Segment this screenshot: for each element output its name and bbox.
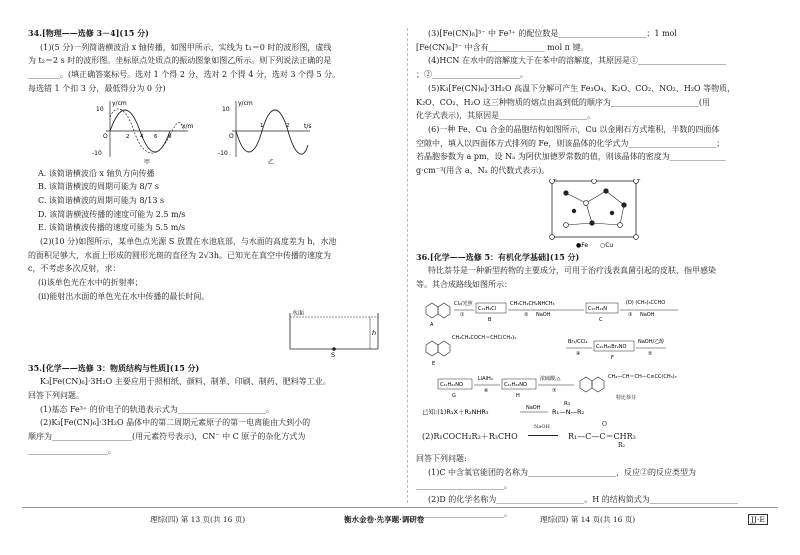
footer-badge: JJ·E — [748, 514, 768, 525]
fig1-caption: 甲 — [144, 158, 151, 165]
scheme-c: C₁₅H₁₉N — [588, 305, 608, 312]
page-footer — [0, 511, 800, 529]
known2-post: R₁—C—C＝CHR₃ — [568, 431, 636, 441]
scheme-d-naoh: NaOH — [640, 311, 655, 318]
q34-p2c: c，不考虑多次反射，求： — [28, 264, 121, 274]
q35-p6c: 若晶胞参数为 a pm，设 Nₐ 为阿伏加德罗常数的值，则该晶体的密度为______________ — [416, 152, 726, 162]
known2-top: O — [602, 420, 607, 428]
q34-p1d: 每选错 1 个扣 3 分，最低得分为 0 分) — [28, 83, 166, 93]
known1-cond: NaOH — [526, 404, 541, 411]
wave-figure-jia — [88, 97, 198, 165]
left-column — [28, 28, 398, 458]
known2-sub: R₂ — [618, 441, 625, 449]
scheme-n2: ② — [524, 311, 529, 318]
q35-p4b: ；②______________________。 — [416, 70, 528, 80]
q34-p2b: 的面积足够大，水面上形成的圆形光斑的直径为 2√3h。已知光在真空中传播的速度为 — [28, 250, 331, 260]
pool-s-label: S — [331, 350, 336, 357]
scheme-h-label: H — [516, 392, 520, 399]
scheme-f: C₂₁H₂₅Br₂NO — [596, 343, 627, 350]
scheme-c-label: C — [599, 316, 603, 323]
q34-p1c: ________。(填正确答案标号。选对 1 个得 2 分，选对 2 个得 4 分，选对 3 个得 5 分。 — [28, 70, 341, 80]
q34-title: 34.[物理——选修 3－4](15 分) — [28, 28, 149, 38]
naphthalene-product — [580, 377, 604, 392]
scheme-n6: ⑥ — [484, 387, 489, 394]
known2-pre: (2)R₁COCH₂R₂＋R₃CHO — [422, 431, 518, 441]
known1-sub: R₃ — [564, 400, 571, 407]
fig2-tick-2: 2 — [286, 122, 290, 129]
scheme-naoh-eth: NaOH/乙醇 — [638, 338, 665, 345]
q36-q2b: ______________________。 — [416, 508, 512, 518]
naphthalene-a — [426, 303, 450, 318]
scheme-cl: Cl₂/光照 — [454, 300, 473, 307]
known2-block — [422, 421, 784, 451]
scheme-d: (D) (CH₃)₃CCHO — [626, 299, 666, 306]
q35-p5c: 化学式表示)，其原因是______________________。 — [416, 111, 596, 121]
q34-option-d: D. 该简谐横波传播的速度可能为 2.5 m/s — [38, 209, 186, 219]
scheme-a-label: A — [430, 321, 434, 328]
fig2-ylabel: y/cm — [238, 99, 253, 107]
pool-h-label: h — [372, 328, 377, 337]
fig1-ylabel: y/cm — [112, 99, 127, 107]
crystal-cell-figure — [416, 179, 784, 249]
scheme-h: C₂₁H₂₃NO — [504, 381, 527, 388]
known1-pre: 已知:(1)R₁X＋R₂NHR₃ — [422, 407, 489, 416]
naphthalene-e — [426, 341, 450, 356]
q36-intro: 回答下列问题: — [416, 453, 467, 463]
q35-p5a: (5)K₃[Fe(CN)₆]·3H₂O 高温下分解可产生 Fe₃O₄、K₂O、CO₂、NO₂、H₂O 等物质， — [428, 83, 736, 93]
fig1-tick-6: 6 — [154, 133, 158, 140]
scheme-product: CH₂—CH＝CH—C≡CC(CH₃)₃ — [608, 373, 677, 380]
q34-p1a: (1)(5 分)一列简谐横波沿 x 轴传播，如图甲所示，实线为 t₁＝0 时的波形图，虚线 — [40, 42, 332, 52]
footer-center: 衡水金卷·先享题·调研卷 — [344, 515, 425, 524]
known1-post: R₁—N—R₂ — [552, 407, 585, 416]
fig2-tick-o: O — [229, 132, 234, 140]
q36-p0b: 等。其合成路线如图所示： — [416, 280, 512, 290]
scheme-e-chain: CH₂CH₂COCH＝CHC(CH₃)₃ — [452, 334, 517, 341]
scheme-n3: ③ — [628, 311, 633, 318]
q35-p3b: 顺序为____________________(用元素符号表示)，CN⁻ 中 C 原子的杂化方式为 — [28, 432, 306, 442]
q34-p2a: (2)(10 分)如图所示，某单色点光源 S 放置在水池底部，与水面的高度差为 h，水池 — [40, 237, 337, 247]
fig2-xlabel: t/s — [304, 122, 312, 130]
q35-title: 35.[化学——选修 3：物质结构与性质](15 分) — [28, 362, 200, 373]
fig2-caption: 乙 — [268, 158, 275, 165]
scheme-n7: ⑦ — [552, 387, 557, 394]
q35-p3b-right: [Fe(CN)₆]³⁻ 中含有______________ mol π 键。 — [416, 42, 589, 52]
scheme-b: C₁₁H₉Cl — [478, 305, 497, 312]
q35-p3a: (2)K₃[Fe(CN)₆]·3H₂O 晶体中的第二周期元素原子的第一电离能由大到小的 — [40, 418, 311, 428]
fig1-tick-4: 4 — [140, 133, 144, 140]
fig2-tick-m10: -10 — [218, 149, 228, 157]
footer-left-page: 理综(四) 第 13 页(共 16 页) — [150, 515, 246, 524]
scheme-br: Br₂/CCl₄ — [568, 338, 588, 345]
q36-q1b: ______________________。 — [416, 481, 512, 491]
footer-rule — [22, 507, 778, 508]
scheme-n4: ④ — [576, 350, 581, 357]
footer-right-page: 理综(四) 第 14 页(共 16 页) — [540, 515, 636, 524]
scheme-e-label: E — [432, 360, 436, 367]
q35-p6b: 空隙中，填入以四面体方式排列的 Fe，则该晶体的化学式为______________________； — [416, 138, 725, 148]
q35-p3c: ____________________。 — [28, 445, 116, 455]
q34-option-a: A. 该简谐横波沿 x 轴负方向传播 — [38, 168, 155, 178]
scheme-amine: CH₃CH₂CH₂NHCH₃ — [510, 300, 555, 307]
fig2-tick-1: 1 — [260, 122, 264, 129]
q35-p4a: (4)HCN 在水中的溶解度大于在苯中的溶解度，其原因是①______________________ — [428, 56, 726, 66]
fig1-xlabel: x/m — [182, 122, 194, 130]
scheme-g-label: G — [452, 392, 456, 399]
fig1-tick-10: 10 — [96, 105, 104, 113]
fig1-tick-o: O — [103, 132, 108, 140]
scheme-n5: ⑤ — [648, 350, 653, 357]
right-column — [416, 28, 784, 521]
wave-figures — [88, 97, 398, 165]
q36-p0a: 特比萘芬是一种新型药物的主要成分，可用于治疗浅表真菌引起的皮肤、指甲感染 — [428, 266, 716, 276]
q36-title: 36.[化学——选修 5：有机化学基础](15 分) — [416, 251, 580, 262]
q35-p3: (3)[Fe(CN)₆]³⁻ 中 Fe³⁺ 的配位数是______________________；1 mol — [428, 29, 677, 38]
legend-cu: ○Cu — [600, 241, 614, 249]
scheme-product-label: 特比萘芬 — [616, 394, 637, 401]
scheme-n1: ① — [460, 311, 465, 318]
scheme-lialh4: LiAlH₄ — [478, 375, 493, 382]
q34-p2-ii: (ⅱ)能射出水面的单色光在水中传播的最长时间。 — [38, 291, 210, 301]
q35-p2: (1)基态 Fe³⁺ 的价电子的轨道表示式为______________________。 — [40, 404, 274, 414]
q34-option-b: B. 该简谐横波的周期可能为 8/7 s — [38, 182, 160, 192]
q35-p6a: (6)一种 Fe、Cu 合金的晶胞结构如图所示，Cu 以金刚石方式堆积，半数的四面体 — [428, 124, 720, 134]
synthesis-scheme — [416, 293, 784, 419]
q34-p1b: 为 t₂＝2 s 时的波形图。坐标原点处质点的振动图象如图乙所示。则下列说法正确的是 — [28, 56, 332, 66]
legend-fe: ●Fe — [576, 241, 589, 249]
q35-p1: 回答下列问题。 — [28, 390, 84, 400]
q34-option-c: C. 该简谐横波的周期可能为 8/13 s — [38, 195, 165, 205]
q34-option-e: E. 该简谐横波传播的速度可能为 5.5 m/s — [38, 223, 186, 233]
q35-p6d: g·cm⁻³(用含 a、Nₐ 的代数式表示)。 — [416, 166, 550, 176]
known2-arrow — [528, 435, 558, 436]
q36-q2a: (2)D 的化学名称为______________________。H 的结构简式为______________________ — [428, 494, 738, 504]
q35-p5b: K₂O、CO₂、H₂O 这三种物质的熔点由高到低的顺序为______________________(用 — [416, 97, 711, 107]
scheme-naoh: NaOH — [536, 311, 551, 318]
scheme-b-label: B — [488, 316, 492, 323]
scheme-g: C₂₁H₂₁NO — [440, 381, 463, 388]
q35-p0: K₃[Fe(CN)₆]·3H₂O 主要应用于照相纸、颜料、制革、印刷、制药、肥料等工业。 — [40, 377, 331, 387]
scheme-f-label: F — [611, 354, 614, 361]
known2-cond: NaOH — [534, 423, 550, 430]
pool-figure — [28, 305, 398, 357]
fig1-tick-8: 8 — [168, 133, 172, 140]
wave-figure-yi — [218, 97, 318, 165]
fig1-tick-2: 2 — [126, 133, 130, 140]
fig2-tick-10: 10 — [222, 105, 230, 113]
scheme-conc: 浓硫酸,△ — [540, 375, 561, 382]
pool-water-label: 水面 — [292, 309, 305, 317]
fig1-tick-m10: -10 — [92, 149, 102, 157]
q34-p2-i: (ⅰ)该单色光在水中的折射率； — [38, 278, 143, 288]
q36-q1a: (1)C 中含氧官能团的名称为______________________，反应②的反应类型为 — [428, 467, 696, 477]
page-divider — [407, 28, 408, 503]
